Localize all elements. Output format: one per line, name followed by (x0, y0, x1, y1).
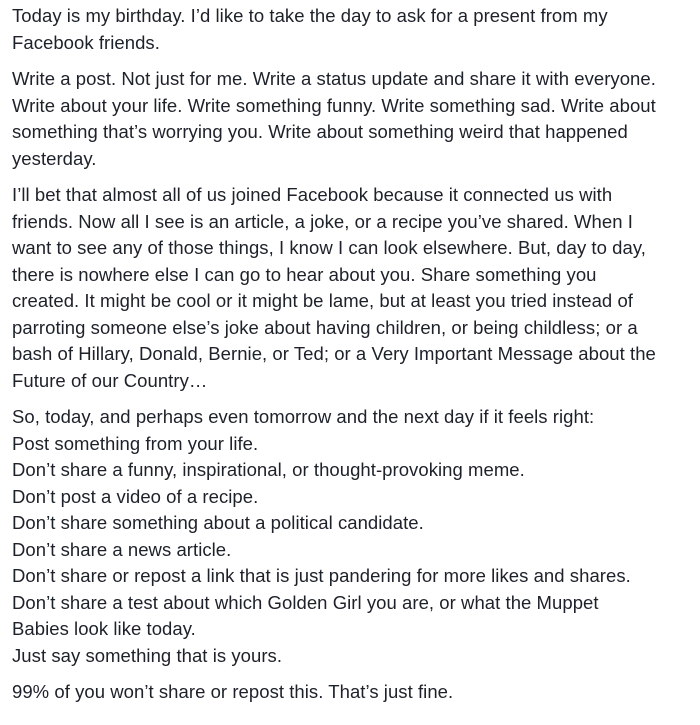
text-line: something that’s worrying you. Write about something weird that happened (12, 121, 628, 142)
text-line: Don’t share a funny, inspirational, or thought-provoking meme. (12, 459, 525, 480)
paragraph-list-of-requests (12, 404, 697, 669)
text-line: Write about your life. Write something funny. Write something sad. Write about (12, 94, 656, 116)
text-line: Don’t share something about a political candidate. (12, 512, 424, 533)
text-line: Babies look like today. (12, 618, 196, 639)
text-line: Today is my birthday. I’d like to take the day to ask for a present from my (12, 5, 608, 26)
text-line: So, today, and perhaps even tomorrow and the next day if it feels right: (12, 406, 595, 427)
text-line: Don’t share a news article. (12, 538, 232, 560)
paragraph-closing (12, 679, 697, 706)
text-line: Future of our Country… (12, 369, 208, 391)
text-line: Don’t post a video of a recipe. (12, 485, 259, 507)
text-line: yesterday. (12, 147, 97, 169)
text-line: Write a post. Not just for me. Write a status update and share it with everyone. (12, 68, 656, 89)
text-line: Don’t share a test about which Golden Girl you are, or what the Muppet (12, 591, 599, 613)
text-line: Facebook friends. (12, 31, 160, 53)
text-line: bash of Hillary, Donald, Bernie, or Ted; or a Very Important Message about the (12, 343, 656, 364)
text-line: I’ll bet that almost all of us joined Facebook because it connected us with (12, 184, 613, 205)
text-line: friends. Now all I see is an article, a joke, or a recipe you’ve shared. When I (12, 210, 633, 232)
text-line: 99% of you won’t share or repost this. That’s just fine. (12, 681, 454, 702)
text-line: there is nowhere else I can go to hear about you. Share something you (12, 263, 597, 285)
text-line: Post something from your life. (12, 432, 259, 454)
post-body (12, 3, 697, 706)
text-line: want to see any of those things, I know I can look elsewhere. But, day to day, (12, 237, 646, 258)
paragraph-write-a-post (12, 66, 697, 172)
text-line: Just say something that is yours. (12, 644, 283, 666)
text-line: parroting someone else’s joke about having children, or being childless; or a (12, 316, 638, 338)
text-line: Don’t share or repost a link that is just pandering for more likes and shares. (12, 565, 631, 586)
paragraph-why-facebook (12, 182, 697, 394)
text-line: created. It might be cool or it might be lame, but at least you tried instead of (12, 290, 633, 311)
paragraph-birthday-request (12, 3, 697, 56)
